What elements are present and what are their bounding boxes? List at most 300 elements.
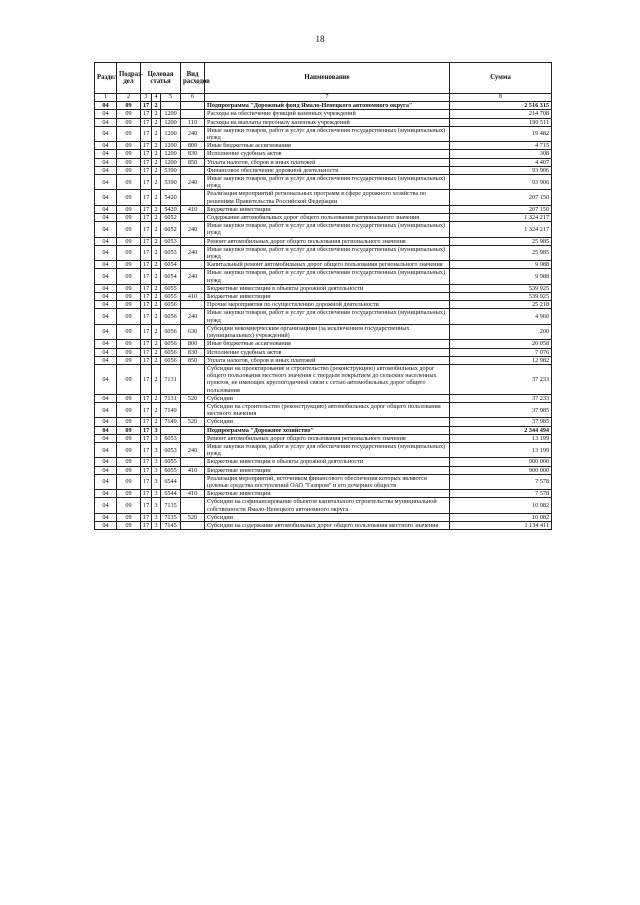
vid-rashodov-cell [181, 261, 205, 269]
podrazdel-cell: 09 [117, 261, 141, 269]
summa-cell: 25 218 [450, 301, 552, 309]
celevaya-c-cell: 6055 [161, 293, 181, 301]
summa-cell: 2 344 494 [450, 426, 552, 434]
razdel-cell: 04 [95, 118, 117, 126]
naimenovanie-cell: Иные бюджетные ассигнования [205, 340, 450, 348]
vid-rashodov-cell: 240 [181, 442, 205, 457]
celevaya-b-cell: 2 [152, 284, 161, 292]
celevaya-a-cell: 17 [141, 426, 152, 434]
naimenovanie-cell: Реализация мероприятий региональных программ в сфере дорожного хозяйства по решениям Правительства Российской Федерации [205, 190, 450, 205]
column-number: 2 [117, 94, 141, 102]
table-body [95, 102, 552, 530]
razdel-cell: 04 [95, 434, 117, 442]
table-row [95, 102, 552, 110]
vid-rashodov-cell: 800 [181, 340, 205, 348]
vid-rashodov-cell: 240 [181, 269, 205, 284]
celevaya-c-cell: 6544 [161, 490, 181, 498]
podrazdel-cell: 09 [117, 293, 141, 301]
razdel-cell: 04 [95, 293, 117, 301]
celevaya-a-cell: 17 [141, 284, 152, 292]
celevaya-a-cell: 17 [141, 356, 152, 364]
table-row [95, 466, 552, 474]
summa-cell: 900 000 [450, 466, 552, 474]
celevaya-a-cell: 17 [141, 466, 152, 474]
table-row [95, 513, 552, 521]
razdel-cell: 04 [95, 205, 117, 213]
razdel-cell: 04 [95, 442, 117, 457]
header-naimenovanie: Наименование [205, 63, 450, 94]
vid-rashodov-cell: 850 [181, 356, 205, 364]
celevaya-b-cell: 2 [152, 190, 161, 205]
vid-rashodov-cell: 410 [181, 490, 205, 498]
table-row [95, 237, 552, 245]
summa-cell: 1 134 411 [450, 521, 552, 529]
celevaya-b-cell: 3 [152, 466, 161, 474]
celevaya-a-cell: 17 [141, 418, 152, 426]
naimenovanie-cell: Иные закупки товаров, работ и услуг для обеспечения государственных (муниципальных) нужд [205, 309, 450, 324]
vid-rashodov-cell: 830 [181, 150, 205, 158]
summa-cell: 93 906 [450, 166, 552, 174]
vid-rashodov-cell [181, 434, 205, 442]
naimenovanie-cell: Ремонт автомобильных дорог общего пользования регионального значения [205, 237, 450, 245]
table-row [95, 175, 552, 190]
celevaya-b-cell: 2 [152, 261, 161, 269]
celevaya-a-cell: 17 [141, 237, 152, 245]
summa-cell: 19 482 [450, 126, 552, 141]
razdel-cell: 04 [95, 490, 117, 498]
naimenovanie-cell: Бюджетные инвестиции в объекты дорожной деятельности [205, 458, 450, 466]
celevaya-b-cell: 2 [152, 340, 161, 348]
celevaya-a-cell: 17 [141, 340, 152, 348]
podrazdel-cell: 09 [117, 442, 141, 457]
podrazdel-cell: 09 [117, 434, 141, 442]
razdel-cell: 04 [95, 261, 117, 269]
celevaya-c-cell: 5420 [161, 190, 181, 205]
celevaya-c-cell: 1200 [161, 150, 181, 158]
table-row [95, 309, 552, 324]
celevaya-b-cell: 2 [152, 142, 161, 150]
razdel-cell: 04 [95, 340, 117, 348]
celevaya-b-cell: 2 [152, 245, 161, 260]
naimenovanie-cell: Прочие мероприятия по осуществлению дорожной деятельности [205, 301, 450, 309]
celevaya-a-cell: 17 [141, 474, 152, 489]
table-row [95, 364, 552, 394]
celevaya-c-cell: 7135 [161, 513, 181, 521]
podrazdel-cell: 09 [117, 222, 141, 237]
summa-cell: 37 233 [450, 364, 552, 394]
naimenovanie-cell: Субсидии [205, 394, 450, 402]
podrazdel-cell: 09 [117, 426, 141, 434]
celevaya-b-cell: 2 [152, 175, 161, 190]
celevaya-a-cell: 17 [141, 205, 152, 213]
naimenovanie-cell: Бюджетные инвестиции [205, 293, 450, 301]
podrazdel-cell: 09 [117, 245, 141, 260]
table-row [95, 356, 552, 364]
celevaya-a-cell: 17 [141, 110, 152, 118]
vid-rashodov-cell: 240 [181, 309, 205, 324]
naimenovanie-cell: Уплата налогов, сборов и иных платежей [205, 356, 450, 364]
podrazdel-cell: 09 [117, 348, 141, 356]
table-row [95, 269, 552, 284]
razdel-cell: 04 [95, 324, 117, 339]
vid-rashodov-cell [181, 190, 205, 205]
table-row [95, 166, 552, 174]
celevaya-b-cell: 2 [152, 126, 161, 141]
podrazdel-cell: 09 [117, 340, 141, 348]
razdel-cell: 04 [95, 498, 117, 513]
celevaya-b-cell: 3 [152, 474, 161, 489]
celevaya-b-cell: 2 [152, 364, 161, 394]
celevaya-c-cell: 6053 [161, 237, 181, 245]
celevaya-a-cell: 17 [141, 245, 152, 260]
naimenovanie-cell: Реализация мероприятий, источником финансового обеспечения которых являются целевые средства поступлений ОАО "Газпром" и его дочерних обществ [205, 474, 450, 489]
summa-cell: 12 982 [450, 356, 552, 364]
vid-rashodov-cell [181, 166, 205, 174]
naimenovanie-cell: Расходы на обеспечение функций казенных учреждений [205, 110, 450, 118]
celevaya-c-cell: 1200 [161, 110, 181, 118]
summa-cell: 207 150 [450, 190, 552, 205]
table-row [95, 158, 552, 166]
celevaya-c-cell: 6055 [161, 284, 181, 292]
naimenovanie-cell: Бюджетные инвестиции в объекты дорожной деятельности [205, 284, 450, 292]
celevaya-b-cell: 2 [152, 118, 161, 126]
naimenovanie-cell: Субсидии на софинансирование объектов капитального строительства муниципальной собственности Ямало-Ненецкого автономного округа [205, 498, 450, 513]
razdel-cell: 04 [95, 474, 117, 489]
summa-cell: 13 199 [450, 442, 552, 457]
naimenovanie-cell: Иные бюджетные ассигнования [205, 142, 450, 150]
vid-rashodov-cell [181, 474, 205, 489]
naimenovanie-cell: Субсидии на проектирование и строительство (реконструкцию) автомобильных дорог общего пользования местного значения с твердым покрытием до сельских населенных пунктов, не имеющих круглогодичной связи с сетью автомобильных дорог общего пользования [205, 364, 450, 394]
celevaya-c-cell: 6053 [161, 245, 181, 260]
razdel-cell: 04 [95, 190, 117, 205]
celevaya-c-cell: 7135 [161, 498, 181, 513]
razdel-cell: 04 [95, 284, 117, 292]
celevaya-a-cell: 17 [141, 214, 152, 222]
naimenovanie-cell: Бюджетные инвестиции [205, 205, 450, 213]
column-number: 4 [152, 94, 161, 102]
podrazdel-cell: 09 [117, 418, 141, 426]
vid-rashodov-cell [181, 426, 205, 434]
podrazdel-cell: 09 [117, 301, 141, 309]
vid-rashodov-cell [181, 214, 205, 222]
summa-cell: 9 988 [450, 269, 552, 284]
table-row [95, 442, 552, 457]
podrazdel-cell: 09 [117, 214, 141, 222]
celevaya-b-cell: 2 [152, 301, 161, 309]
summa-cell: 200 [450, 324, 552, 339]
celevaya-b-cell: 2 [152, 205, 161, 213]
naimenovanie-cell: Ремонт автомобильных дорог общего пользования регионального значения [205, 434, 450, 442]
celevaya-a-cell: 17 [141, 222, 152, 237]
vid-rashodov-cell: 240 [181, 175, 205, 190]
summa-cell: 7 578 [450, 474, 552, 489]
celevaya-b-cell: 3 [152, 513, 161, 521]
column-number: 6 [181, 94, 205, 102]
column-number: 7 [205, 94, 450, 102]
podrazdel-cell: 09 [117, 521, 141, 529]
budget-table [94, 62, 552, 530]
header-razdel: Раздел [95, 63, 117, 94]
celevaya-b-cell: 2 [152, 293, 161, 301]
summa-cell: 25 985 [450, 237, 552, 245]
table-row [95, 498, 552, 513]
header-celevaya-statya: Целевая статья [141, 63, 181, 94]
celevaya-c-cell [161, 102, 181, 110]
vid-rashodov-cell: 850 [181, 158, 205, 166]
table-row [95, 142, 552, 150]
celevaya-a-cell: 17 [141, 394, 152, 402]
podrazdel-cell: 09 [117, 110, 141, 118]
summa-cell: 539 925 [450, 284, 552, 292]
summa-cell: 1 324 217 [450, 214, 552, 222]
razdel-cell: 04 [95, 269, 117, 284]
podrazdel-cell: 09 [117, 237, 141, 245]
celevaya-a-cell: 17 [141, 150, 152, 158]
vid-rashodov-cell [181, 498, 205, 513]
celevaya-a-cell: 17 [141, 118, 152, 126]
podrazdel-cell: 09 [117, 364, 141, 394]
razdel-cell: 04 [95, 458, 117, 466]
vid-rashodov-cell: 240 [181, 245, 205, 260]
celevaya-b-cell: 3 [152, 498, 161, 513]
summa-cell: 25 985 [450, 245, 552, 260]
razdel-cell: 04 [95, 237, 117, 245]
celevaya-a-cell: 17 [141, 521, 152, 529]
vid-rashodov-cell [181, 521, 205, 529]
naimenovanie-cell: Расходы на выплаты персоналу казенных учреждений [205, 118, 450, 126]
table-row [95, 301, 552, 309]
celevaya-c-cell: 5390 [161, 166, 181, 174]
celevaya-b-cell: 2 [152, 110, 161, 118]
razdel-cell: 04 [95, 309, 117, 324]
table-row [95, 222, 552, 237]
podrazdel-cell: 09 [117, 175, 141, 190]
celevaya-a-cell: 17 [141, 309, 152, 324]
naimenovanie-cell: Капитальный ремонт автомобильных дорог общего пользования регионального значения [205, 261, 450, 269]
naimenovanie-cell: Иные закупки товаров, работ и услуг для обеспечения государственных (муниципальных) нужд [205, 269, 450, 284]
celevaya-b-cell: 3 [152, 434, 161, 442]
podrazdel-cell: 09 [117, 118, 141, 126]
naimenovanie-cell: Уплата налогов, сборов и иных платежей [205, 158, 450, 166]
celevaya-b-cell: 2 [152, 102, 161, 110]
table-row [95, 245, 552, 260]
razdel-cell: 04 [95, 142, 117, 150]
summa-cell: 7 578 [450, 490, 552, 498]
table-row [95, 394, 552, 402]
celevaya-c-cell: 6056 [161, 324, 181, 339]
vid-rashodov-cell: 410 [181, 205, 205, 213]
table-row [95, 402, 552, 417]
celevaya-b-cell: 2 [152, 324, 161, 339]
razdel-cell: 04 [95, 402, 117, 417]
podrazdel-cell: 09 [117, 158, 141, 166]
header-podrazdel: Подраз-дел [117, 63, 141, 94]
celevaya-a-cell: 17 [141, 364, 152, 394]
celevaya-c-cell: 6056 [161, 301, 181, 309]
razdel-cell: 04 [95, 158, 117, 166]
table-row [95, 205, 552, 213]
razdel-cell: 04 [95, 150, 117, 158]
podrazdel-cell: 09 [117, 356, 141, 364]
naimenovanie-cell: Бюджетные инвестиции [205, 490, 450, 498]
table-header-row [95, 63, 552, 94]
table-row [95, 426, 552, 434]
razdel-cell: 04 [95, 513, 117, 521]
celevaya-c-cell: 6053 [161, 442, 181, 457]
celevaya-b-cell: 3 [152, 426, 161, 434]
column-number-row [95, 94, 552, 102]
celevaya-b-cell: 2 [152, 356, 161, 364]
podrazdel-cell: 09 [117, 490, 141, 498]
table-row [95, 490, 552, 498]
table-row [95, 340, 552, 348]
table-row [95, 418, 552, 426]
celevaya-c-cell: 6052 [161, 214, 181, 222]
summa-cell: 207 150 [450, 205, 552, 213]
summa-cell: 4 407 [450, 158, 552, 166]
podrazdel-cell: 09 [117, 513, 141, 521]
vid-rashodov-cell [181, 402, 205, 417]
celevaya-a-cell: 17 [141, 498, 152, 513]
vid-rashodov-cell [181, 284, 205, 292]
celevaya-a-cell: 17 [141, 324, 152, 339]
table-row [95, 261, 552, 269]
razdel-cell: 04 [95, 166, 117, 174]
naimenovanie-cell: Иные закупки товаров, работ и услуг для обеспечения государственных (муниципальных) нужд [205, 245, 450, 260]
podrazdel-cell: 09 [117, 309, 141, 324]
celevaya-a-cell: 17 [141, 261, 152, 269]
summa-cell: 539 925 [450, 293, 552, 301]
vid-rashodov-cell: 800 [181, 142, 205, 150]
table-row [95, 521, 552, 529]
naimenovanie-cell: Бюджетные инвестиции [205, 466, 450, 474]
summa-cell: 37 985 [450, 402, 552, 417]
vid-rashodov-cell: 830 [181, 348, 205, 356]
summa-cell: 13 199 [450, 434, 552, 442]
razdel-cell: 04 [95, 126, 117, 141]
razdel-cell: 04 [95, 394, 117, 402]
column-number: 3 [141, 94, 152, 102]
vid-rashodov-cell: 520 [181, 513, 205, 521]
celevaya-a-cell: 17 [141, 434, 152, 442]
podrazdel-cell: 09 [117, 498, 141, 513]
table-row [95, 324, 552, 339]
table-row [95, 434, 552, 442]
naimenovanie-cell: Субсидии [205, 513, 450, 521]
celevaya-b-cell: 2 [152, 166, 161, 174]
celevaya-c-cell: 1200 [161, 142, 181, 150]
table-row [95, 150, 552, 158]
celevaya-a-cell: 17 [141, 402, 152, 417]
razdel-cell: 04 [95, 222, 117, 237]
celevaya-a-cell: 17 [141, 142, 152, 150]
celevaya-c-cell: 6055 [161, 466, 181, 474]
vid-rashodov-cell [181, 110, 205, 118]
celevaya-c-cell [161, 426, 181, 434]
celevaya-c-cell: 1200 [161, 158, 181, 166]
celevaya-c-cell: 6053 [161, 434, 181, 442]
table-row [95, 190, 552, 205]
podrazdel-cell: 09 [117, 394, 141, 402]
celevaya-b-cell: 3 [152, 458, 161, 466]
podrazdel-cell: 09 [117, 284, 141, 292]
celevaya-a-cell: 17 [141, 126, 152, 141]
razdel-cell: 04 [95, 214, 117, 222]
summa-cell: 37 233 [450, 394, 552, 402]
razdel-cell: 04 [95, 426, 117, 434]
celevaya-a-cell: 17 [141, 166, 152, 174]
celevaya-c-cell: 6544 [161, 474, 181, 489]
podrazdel-cell: 09 [117, 205, 141, 213]
celevaya-b-cell: 2 [152, 402, 161, 417]
naimenovanie-cell: Субсидии некоммерческим организациям (за исключением государственных (муниципальных) учреждений) [205, 324, 450, 339]
podrazdel-cell: 09 [117, 474, 141, 489]
celevaya-b-cell: 2 [152, 394, 161, 402]
summa-cell: 10 082 [450, 513, 552, 521]
summa-cell: 214 708 [450, 110, 552, 118]
vid-rashodov-cell: 520 [181, 418, 205, 426]
naimenovanie-cell: Иные закупки товаров, работ и услуг для обеспечения государственных (муниципальных) нужд [205, 126, 450, 141]
table-row [95, 348, 552, 356]
naimenovanie-cell: Финансовое обеспечение дорожной деятельности [205, 166, 450, 174]
vid-rashodov-cell: 410 [181, 466, 205, 474]
naimenovanie-cell: Иные закупки товаров, работ и услуг для обеспечения государственных (муниципальных) нужд [205, 175, 450, 190]
summa-cell: 93 906 [450, 175, 552, 190]
naimenovanie-cell: Подпрограмма "Дорожный фонд Ямало-Ненецкого автономного округа" [205, 102, 450, 110]
summa-cell: 20 058 [450, 340, 552, 348]
podrazdel-cell: 09 [117, 402, 141, 417]
vid-rashodov-cell: 410 [181, 293, 205, 301]
header-vid-rashodov: Вид расходов [181, 63, 205, 94]
vid-rashodov-cell [181, 364, 205, 394]
naimenovanie-cell: Исполнение судебных актов [205, 348, 450, 356]
podrazdel-cell: 09 [117, 190, 141, 205]
razdel-cell: 04 [95, 521, 117, 529]
celevaya-b-cell: 2 [152, 222, 161, 237]
celevaya-b-cell: 2 [152, 237, 161, 245]
page-number: 18 [315, 34, 325, 44]
summa-cell: 4 715 [450, 142, 552, 150]
table-row [95, 293, 552, 301]
table-row [95, 126, 552, 141]
celevaya-a-cell: 17 [141, 293, 152, 301]
celevaya-a-cell: 17 [141, 348, 152, 356]
celevaya-c-cell: 7131 [161, 394, 181, 402]
vid-rashodov-cell: 240 [181, 222, 205, 237]
vid-rashodov-cell [181, 102, 205, 110]
celevaya-a-cell: 17 [141, 158, 152, 166]
podrazdel-cell: 09 [117, 102, 141, 110]
summa-cell: 37 985 [450, 418, 552, 426]
column-number: 8 [450, 94, 552, 102]
celevaya-b-cell: 2 [152, 418, 161, 426]
razdel-cell: 04 [95, 110, 117, 118]
podrazdel-cell: 09 [117, 466, 141, 474]
celevaya-c-cell: 7149 [161, 402, 181, 417]
naimenovanie-cell: Иные закупки товаров, работ и услуг для обеспечения государственных (муниципальных) нужд [205, 222, 450, 237]
razdel-cell: 04 [95, 301, 117, 309]
podrazdel-cell: 09 [117, 269, 141, 284]
table-row [95, 458, 552, 466]
razdel-cell: 04 [95, 245, 117, 260]
celevaya-a-cell: 17 [141, 102, 152, 110]
celevaya-b-cell: 2 [152, 309, 161, 324]
summa-cell: 900 000 [450, 458, 552, 466]
podrazdel-cell: 09 [117, 166, 141, 174]
razdel-cell: 04 [95, 466, 117, 474]
celevaya-c-cell: 7145 [161, 521, 181, 529]
table-row [95, 284, 552, 292]
